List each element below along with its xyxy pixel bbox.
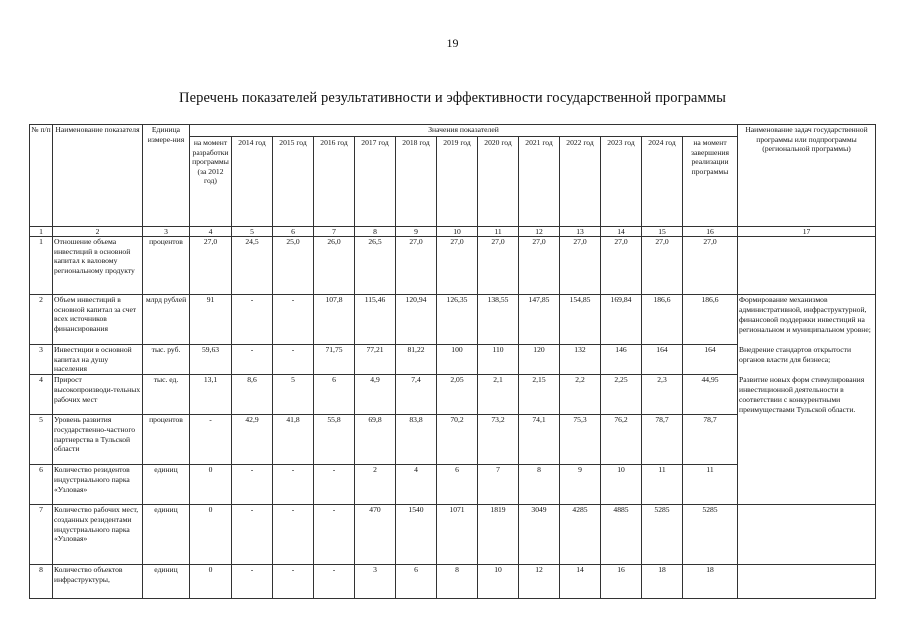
value-cell: 6 <box>396 565 437 599</box>
column-number: 15 <box>642 227 683 237</box>
value-cell: 126,35 <box>437 295 478 345</box>
task-item: Формирование механизмов административной, инфраструктурной, финансовой поддержки инвестиций на региональном и муниципальном уровне; <box>739 295 871 334</box>
column-number: 10 <box>437 227 478 237</box>
value-cell: 42,9 <box>232 415 273 465</box>
value-cell: - <box>273 565 314 599</box>
column-number: 6 <box>273 227 314 237</box>
value-cell: 0 <box>190 505 232 565</box>
task-item: Развитие новых форм стимулирования инвестиционной деятельности в соответствии с конкурентными преимуществами Тульской области. <box>739 375 865 414</box>
value-cell: 146 <box>601 345 642 375</box>
indicator-name: Объем инвестиций в основной капитал за счет всех источников финансирования <box>53 295 143 345</box>
row-num: 6 <box>30 465 53 505</box>
row-num: 7 <box>30 505 53 565</box>
indicator-name: Инвестиции в основной капитал на душу населения <box>53 345 143 375</box>
unit: единиц <box>143 465 190 505</box>
value-cell: 2,3 <box>642 375 683 415</box>
value-cell: 69,8 <box>355 415 396 465</box>
value-cell: 2,25 <box>601 375 642 415</box>
value-cell: 1540 <box>396 505 437 565</box>
value-cell: 1819 <box>478 505 519 565</box>
row-num: 5 <box>30 415 53 465</box>
value-cell: 169,84 <box>601 295 642 345</box>
value-cell: 2 <box>355 465 396 505</box>
value-cell: 91 <box>190 295 232 345</box>
row-num: 8 <box>30 565 53 599</box>
value-cell: 120,94 <box>396 295 437 345</box>
header-value-2022: 2022 год <box>560 137 601 227</box>
value-cell: 44,95 <box>683 375 738 415</box>
value-cell: 41,8 <box>273 415 314 465</box>
table-row <box>30 237 876 295</box>
value-cell: 6 <box>437 465 478 505</box>
value-cell: 59,63 <box>190 345 232 375</box>
header-value-2015: 2015 год <box>273 137 314 227</box>
value-cell: 27,0 <box>519 237 560 295</box>
value-cell: 27,0 <box>601 237 642 295</box>
value-cell: - <box>314 505 355 565</box>
column-number: 9 <box>396 227 437 237</box>
value-cell: 11 <box>683 465 738 505</box>
value-cell: 78,7 <box>642 415 683 465</box>
tasks-cell <box>738 295 876 505</box>
value-cell: 132 <box>560 345 601 375</box>
header-value-2023: 2023 год <box>601 137 642 227</box>
column-number: 2 <box>53 227 143 237</box>
column-number: 12 <box>519 227 560 237</box>
header-value-final: на момент завершения реализации программы <box>683 137 738 227</box>
header-value-2021: 2021 год <box>519 137 560 227</box>
value-cell: 70,2 <box>437 415 478 465</box>
indicator-name: Отношение объема инвестиций в основной капитал к валовому региональному продукту <box>53 237 143 295</box>
row-num: 3 <box>30 345 53 375</box>
row-num: 1 <box>30 237 53 295</box>
value-cell: - <box>314 465 355 505</box>
value-cell: 11 <box>642 465 683 505</box>
value-cell: 27,0 <box>437 237 478 295</box>
header-value-base: на момент разработки программы (за 2012 год) <box>190 137 232 227</box>
value-cell: - <box>232 465 273 505</box>
header-values-group: Значения показателей <box>190 125 738 137</box>
value-cell: 78,7 <box>683 415 738 465</box>
column-number: 5 <box>232 227 273 237</box>
task-item: Внедрение стандартов открытости органов власти для бизнеса; <box>739 345 852 364</box>
value-cell: 1071 <box>437 505 478 565</box>
row-num: 4 <box>30 375 53 415</box>
unit: единиц <box>143 565 190 599</box>
value-cell: 0 <box>190 565 232 599</box>
value-cell: 164 <box>642 345 683 375</box>
value-cell: 107,8 <box>314 295 355 345</box>
value-cell: 27,0 <box>478 237 519 295</box>
value-cell: 75,3 <box>560 415 601 465</box>
unit: тыс. ед. <box>143 375 190 415</box>
value-cell: 0 <box>190 465 232 505</box>
table-row <box>30 295 876 345</box>
column-number: 17 <box>738 227 876 237</box>
value-cell: 8 <box>519 465 560 505</box>
value-cell: - <box>232 295 273 345</box>
unit: процентов <box>143 237 190 295</box>
column-number: 16 <box>683 227 738 237</box>
value-cell: 4,9 <box>355 375 396 415</box>
value-cell: 83,8 <box>396 415 437 465</box>
column-number: 11 <box>478 227 519 237</box>
value-cell: 4885 <box>601 505 642 565</box>
value-cell: 5285 <box>683 505 738 565</box>
value-cell: - <box>273 465 314 505</box>
value-cell: 110 <box>478 345 519 375</box>
value-cell: 10 <box>478 565 519 599</box>
value-cell: 12 <box>519 565 560 599</box>
value-cell: 27,0 <box>683 237 738 295</box>
column-number: 4 <box>190 227 232 237</box>
table-row <box>30 505 876 565</box>
indicator-name: Количество рабочих мест, созданных резидентами индустриального парка «Узловая» <box>53 505 143 565</box>
indicators-table <box>29 124 876 599</box>
value-cell: 5 <box>273 375 314 415</box>
value-cell: 138,55 <box>478 295 519 345</box>
tasks-cell-empty <box>738 237 876 295</box>
value-cell: 186,6 <box>642 295 683 345</box>
value-cell: 16 <box>601 565 642 599</box>
column-number: 7 <box>314 227 355 237</box>
header-value-2016: 2016 год <box>314 137 355 227</box>
value-cell: 77,21 <box>355 345 396 375</box>
value-cell: - <box>273 505 314 565</box>
value-cell: 14 <box>560 565 601 599</box>
value-cell: 18 <box>683 565 738 599</box>
document-title: Перечень показателей результативности и эффективности государственной программы <box>179 90 726 106</box>
value-cell: 3049 <box>519 505 560 565</box>
value-cell: 76,2 <box>601 415 642 465</box>
value-cell: - <box>232 345 273 375</box>
value-cell: 24,5 <box>232 237 273 295</box>
header-name: Наименование показателя <box>53 125 143 227</box>
column-number: 13 <box>560 227 601 237</box>
value-cell: 5285 <box>642 505 683 565</box>
value-cell: 25,0 <box>273 237 314 295</box>
row-num: 2 <box>30 295 53 345</box>
value-cell: 8 <box>437 565 478 599</box>
header-tasks: Наименование задач государственной программы или подпрограммы (региональной программы) <box>738 125 876 227</box>
value-cell: - <box>232 565 273 599</box>
value-cell: 470 <box>355 505 396 565</box>
value-cell: 115,46 <box>355 295 396 345</box>
value-cell: - <box>273 345 314 375</box>
value-cell: 2,2 <box>560 375 601 415</box>
page-number: 19 <box>446 36 459 50</box>
unit: млрд рублей <box>143 295 190 345</box>
value-cell: 186,6 <box>683 295 738 345</box>
value-cell: 7,4 <box>396 375 437 415</box>
header-unit: Единица измере-ния <box>143 125 190 227</box>
unit: тыс. руб. <box>143 345 190 375</box>
unit: единиц <box>143 505 190 565</box>
value-cell: - <box>314 565 355 599</box>
indicator-name: Количество объектов инфраструктуры, <box>53 565 143 599</box>
value-cell: 71,75 <box>314 345 355 375</box>
value-cell: 6 <box>314 375 355 415</box>
value-cell: 8,6 <box>232 375 273 415</box>
value-cell: 2,05 <box>437 375 478 415</box>
column-number-row <box>30 227 876 237</box>
column-number: 1 <box>30 227 53 237</box>
header-value-2020: 2020 год <box>478 137 519 227</box>
indicator-name: Прирост высокопроизводи-тельных рабочих мест <box>53 375 143 415</box>
value-cell: 9 <box>560 465 601 505</box>
value-cell: 27,0 <box>396 237 437 295</box>
header-value-2014: 2014 год <box>232 137 273 227</box>
value-cell: 73,2 <box>478 415 519 465</box>
column-number: 8 <box>355 227 396 237</box>
header-value-2018: 2018 год <box>396 137 437 227</box>
indicator-name: Количество резидентов индустриального парка «Узловая» <box>53 465 143 505</box>
column-number: 14 <box>601 227 642 237</box>
value-cell: 55,8 <box>314 415 355 465</box>
value-cell: 2,15 <box>519 375 560 415</box>
indicator-name: Уровень развития государственно-частного партнерства в Тульской области <box>53 415 143 465</box>
value-cell: 100 <box>437 345 478 375</box>
value-cell: - <box>232 505 273 565</box>
value-cell: 81,22 <box>396 345 437 375</box>
value-cell: 27,0 <box>560 237 601 295</box>
header-num: № п/п <box>30 125 53 227</box>
value-cell: 4 <box>396 465 437 505</box>
value-cell: - <box>190 415 232 465</box>
value-cell: 4285 <box>560 505 601 565</box>
value-cell: 10 <box>601 465 642 505</box>
value-cell: 2,1 <box>478 375 519 415</box>
header-value-2017: 2017 год <box>355 137 396 227</box>
unit: процентов <box>143 415 190 465</box>
value-cell: 147,85 <box>519 295 560 345</box>
value-cell: - <box>273 295 314 345</box>
header-value-2024: 2024 год <box>642 137 683 227</box>
value-cell: 74,1 <box>519 415 560 465</box>
tasks-cell-empty <box>738 565 876 599</box>
table-row <box>30 565 876 599</box>
value-cell: 27,0 <box>642 237 683 295</box>
value-cell: 13,1 <box>190 375 232 415</box>
value-cell: 27,0 <box>190 237 232 295</box>
value-cell: 164 <box>683 345 738 375</box>
tasks-cell-empty <box>738 505 876 565</box>
value-cell: 120 <box>519 345 560 375</box>
value-cell: 7 <box>478 465 519 505</box>
value-cell: 26,5 <box>355 237 396 295</box>
value-cell: 26,0 <box>314 237 355 295</box>
header-value-2019: 2019 год <box>437 137 478 227</box>
value-cell: 154,85 <box>560 295 601 345</box>
value-cell: 3 <box>355 565 396 599</box>
column-number: 3 <box>143 227 190 237</box>
value-cell: 18 <box>642 565 683 599</box>
